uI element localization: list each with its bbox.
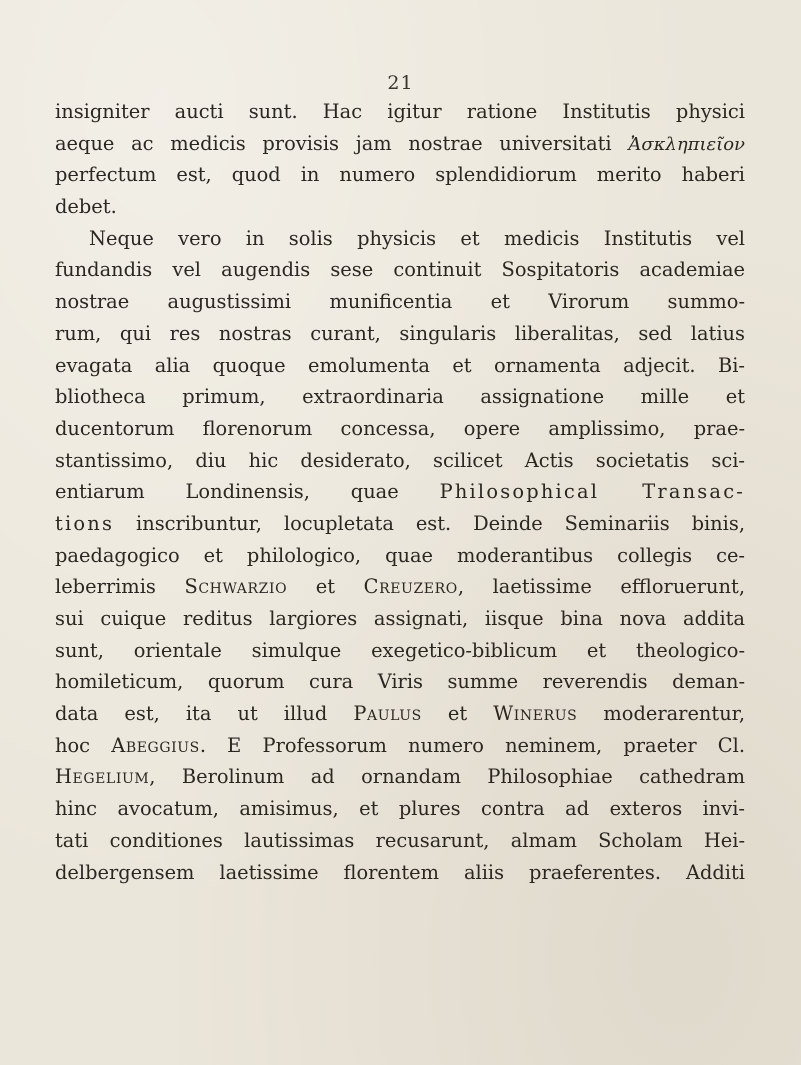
- text-line: tions inscribuntur, locupletata est. Deinde Seminariis binis,: [55, 511, 745, 535]
- text-line: stantissimo, diu hic desiderato, scilicet Actis societatis sci-: [55, 448, 745, 472]
- person-name: Paulus: [353, 702, 422, 726]
- text-line: rum, qui res nostras curant, singularis liberalitas, sed latius: [55, 321, 745, 345]
- text-line: fundandis vel augendis sese continuit Sospitatoris academiae: [55, 258, 745, 282]
- text-line: bliotheca primum, extraordinaria assignatione mille et: [55, 385, 745, 409]
- text-line: hinc avocatum, amisimus, et plures contra ad exteros invi-: [55, 797, 745, 821]
- person-name: Creuzero: [363, 575, 458, 599]
- text-line: aeque ac medicis provisis jam nostrae universitati Ἀσκληπιεῖον: [55, 131, 745, 155]
- spaced-title: tions: [55, 511, 115, 535]
- text-line: Neque vero in solis physicis et medicis Institutis vel: [89, 226, 745, 250]
- text-line: paedagogico et philologico, quae moderantibus collegis ce-: [55, 543, 745, 567]
- text-line: homileticum, quorum cura Viris summe reverendis deman-: [55, 670, 745, 694]
- text-line: Hegelium, Berolinum ad ornandam Philosophiae cathedram: [55, 765, 745, 789]
- greek-word: Ἀσκληπιεῖον: [628, 133, 745, 155]
- text-line: delbergensem laetissime florentem aliis praeferentes. Additi: [55, 860, 745, 884]
- text-line: entiarum Londinensis, quae Philosophical Transac-: [55, 480, 746, 504]
- text-line: tati conditiones lautissimas recusarunt, almam Scholam Hei-: [55, 828, 745, 852]
- text-line: hoc Abeggius. E Professorum numero neminem, praeter Cl.: [55, 733, 745, 757]
- text-line: ducentorum florenorum concessa, opere amplissimo, prae-: [55, 416, 745, 440]
- person-name: Winerus: [493, 702, 578, 726]
- text-line: data est, ita ut illud Paulus et Winerus moderarentur,: [55, 702, 745, 726]
- person-name: Hegelium: [55, 765, 150, 789]
- spaced-title: Philosophical Transac-: [439, 480, 746, 504]
- page-number: 21: [387, 72, 414, 94]
- body-text: [55, 96, 745, 888]
- text-line: insigniter aucti sunt. Hac igitur ratione Institutis physici: [55, 100, 745, 123]
- person-name: Abeggius: [111, 733, 200, 757]
- text-line: nostrae augustissimi munificentia et Virorum summo-: [55, 290, 745, 314]
- text-line: sunt, orientale simulque exegetico-biblicum et theologico-: [55, 638, 745, 662]
- text-line: leberrimis Schwarzio et Creuzero, laetissime effloruerunt,: [55, 575, 745, 599]
- text-line: sui cuique reditus largiores assignati, iisque bina nova addita: [55, 607, 745, 630]
- person-name: Schwarzio: [184, 575, 288, 599]
- text-line: perfectum est, quod in numero splendidiorum merito haberi: [55, 163, 745, 187]
- text-line: debet.: [55, 195, 117, 219]
- text-line: evagata alia quoque emolumenta et ornamenta adjecit. Bi-: [55, 353, 745, 377]
